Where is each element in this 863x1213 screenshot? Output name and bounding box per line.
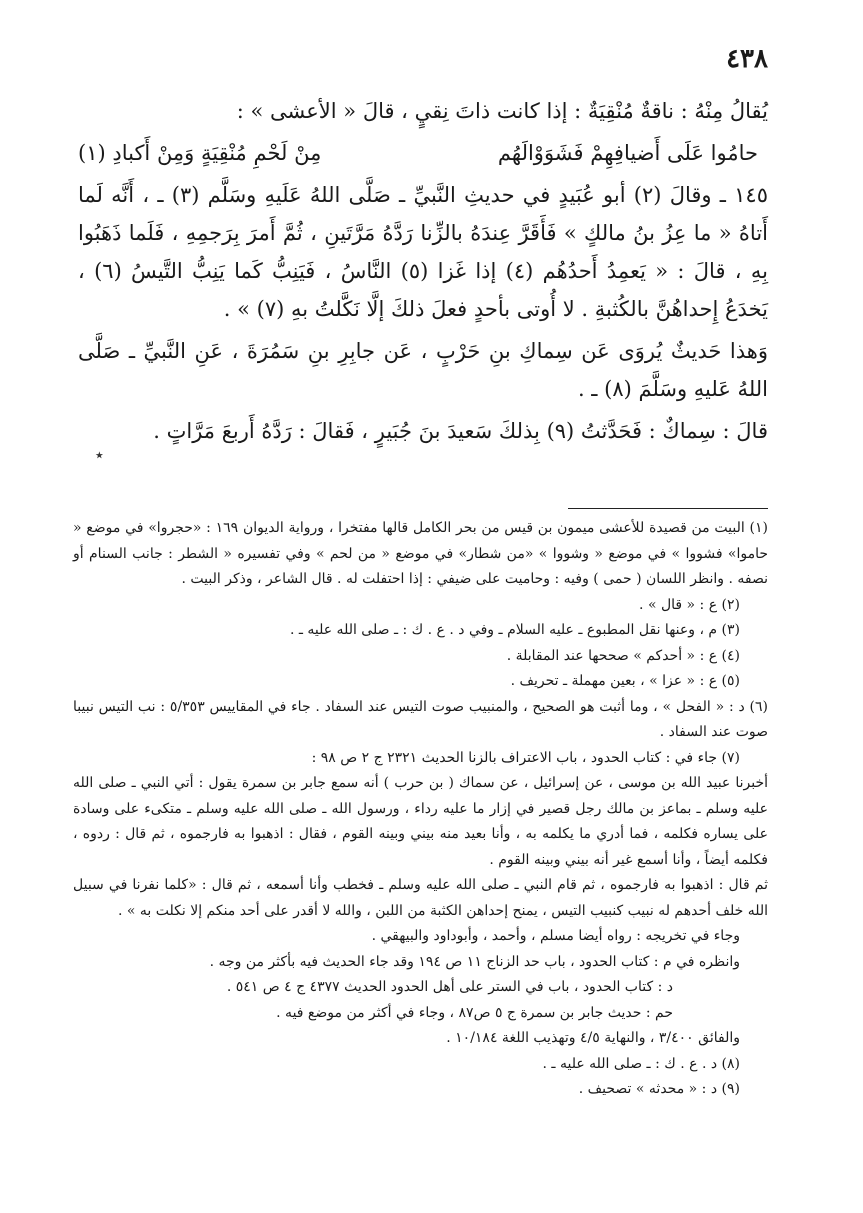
paragraph-samak: قالَ : سِماكٌ : فَحَدَّثتُ (٩) بِذلكَ سَعيدَ بنَ جُبَيرٍ ، فَقالَ : رَدَّهُ أَربعَ مَرَّاتٍ .	[153, 419, 768, 443]
footnote-4: (٤) ع : « أحدكم » صححها عند المقابلة .	[506, 647, 740, 664]
footnotes	[73, 516, 768, 1103]
footnote-7-continued: ثم قال : اذهبوا به فارجموه ، ثم قام النبي ـ صلى الله عليه وسلم ـ فخطب وأنا أسمعه ، ثم قال : «كلما نفرنا في سبيل الله خلف أحدهم له نبيب كنبيب التيس ، يمنح إحداهن الكثبة من اللبن ، والله لا أقدر على أحد منكم إلا نكلت به » .	[73, 877, 768, 919]
footnote-7-see-ahmad: حم : حديث جابر بن سمرة ج ٥ ص٨٧ ، وجاء في أكثر من موضع فيه .	[276, 1004, 673, 1021]
footnote-7-see-dawud: د : كتاب الحدود ، باب في الستر على أهل الحدود الحديث ٤٣٧٧ ج ٤ ص ٥٤١ .	[226, 979, 673, 995]
verse-second-hemistich: مِنْ لَحْمِ مُنْقِيَةٍ وَمِنْ أَكبادِ (١)	[78, 141, 322, 165]
page-number: ٤٣٨	[726, 44, 768, 74]
paragraph-hadith: وَهذا حَديثٌ يُروَى عَن سِماكِ بنِ حَرْبٍ ، عَن جابِرِ بنِ سَمُرَةَ ، عَنِ النَّبيِّ ـ صَلَّى اللهُ عَليهِ وسَلَّمَ (٨) ـ .	[78, 339, 768, 401]
footnote-1: (١) البيت من قصيدة للأعشى ميمون بن قيس من بحر الكامل قالها مفتخرا ، ورواية الديوان ١٦٩ : «حجروا» في موضع « حاموا» فشووا » في موضع « وشووا » «من شطار» في موضع « من لحم » وفي تفسيره « الشطر : جانب السنام أو نصفه . وانظر اللسان ( حمى ) وفيه : وحاميت على ضيفي : إذا احتفلت له . قال الشاعر ، وذكر البيت .	[73, 520, 768, 587]
footnote-7-takhrij: وجاء في تخريجه : رواه أيضا مسلم ، وأحمد ، وأبوداود والبيهقي .	[371, 928, 740, 944]
footnote-9: (٩) د : « محدثه » تصحيف .	[578, 1081, 740, 1097]
paragraph-145: ١٤٥ ـ وقالَ (٢) أبو عُبَيدٍ في حديثِ النَّبيِّ ـ صَلَّى اللهُ عَلَيهِ وسَلَّم (٣) ـ ، أَنَّه لَما أَتاهُ « ما عِزُ بنُ مالكٍ » فَأَقَرَّ عِندَهُ بالزِّنا رَدَّهُ مَرَّتَينِ ، ثُمَّ أَمرَ بِرَجمِهِ ، فَلَما ذَهَبُوا بِهِ ، قالَ : « يَعمِدُ أَحدُهُم (٤) إذا غَزا (٥) النَّاسُ ، فَيَنِبُّ كَما يَنِبُّ التَّيسُ (٦) ، يَخدَعُ إِحداهُنَّ بالكُثبةِ . لا أُوتى بأحدٍ فعلَ ذلكَ إلَّا نَكَّلتُ بهِ (٧) » .	[78, 183, 768, 321]
footnote-2: (٢) ع : « قال » .	[639, 596, 740, 613]
footnote-3: (٣) م ، وعنها نقل المطبوع ـ عليه السلام ـ وفي د . ع . ك : ـ صلى الله عليه ـ .	[289, 622, 740, 638]
verse-first-hemistich: حامُوا عَلَى أَضيافِهِمْ فَشَوَوْالَهُم	[497, 141, 758, 165]
footnote-7-see-faiq: والفائق ٣/٤٠٠ ، والنهاية ٤/٥ وتهذيب اللغة ١٠/١٨٤ .	[446, 1030, 740, 1046]
footnote-5: (٥) ع : « عزا » ، بعين مهملة ـ تحريف .	[510, 673, 740, 689]
footnote-7-text: أخبرنا عبيد الله بن موسى ، عن إسرائيل ، عن سماك ( بن حرب ) أنه سمع جابر بن سمرة يقول : أتي النبي ـ صلى الله عليه وسلم ـ بماعز بن مالك رجل قصير في إزار ما عليه رداء ، ورسول الله ـ صلى الله عليه وسلم ـ متكىء على وسادة على يساره فكلمه ، فما أدري ما يكلمه به ، وأنا بعيد منه بيني وبينه القوم ، فقال : اذهبوا به فارجموه ، ثم قال : ردوه ، فكلمه أيضاً ، وأنا أسمع غير أنه بيني وبينه القوم .	[73, 775, 768, 868]
margin-mark: ٭	[95, 445, 104, 464]
footnote-8: (٨) د . ع . ك : ـ صلى الله عليه ـ .	[542, 1055, 740, 1072]
footnote-7: (٧) جاء في : كتاب الحدود ، باب الاعتراف بالزنا الحديث ٢٣٢١ ج ٢ ص ٩٨ :	[311, 749, 740, 766]
main-line-1: يُقالُ مِنْهُ : ناقةٌ مُنْقِيَةٌ : إذا كانت ذاتَ نِقيٍ ، قالَ « الأعشى » :	[236, 99, 768, 123]
main-text	[78, 92, 768, 454]
footnote-7-see-muslim: وانظره في م : كتاب الحدود ، باب حد الزناج ١١ ص ١٩٤ وقد جاء الحديث فيه بأكثر من وجه .	[209, 953, 740, 970]
poetry-verse	[78, 134, 768, 172]
footnote-6: (٦) د : « الفحل » ، وما أثبت هو الصحيح ، والمنبيب صوت التيس عند السفاد . جاء في المقاييس ٥/٣٥٣ : نب التيس نبيبا صوت عند السفاد .	[73, 698, 769, 740]
footnote-separator	[568, 508, 768, 509]
